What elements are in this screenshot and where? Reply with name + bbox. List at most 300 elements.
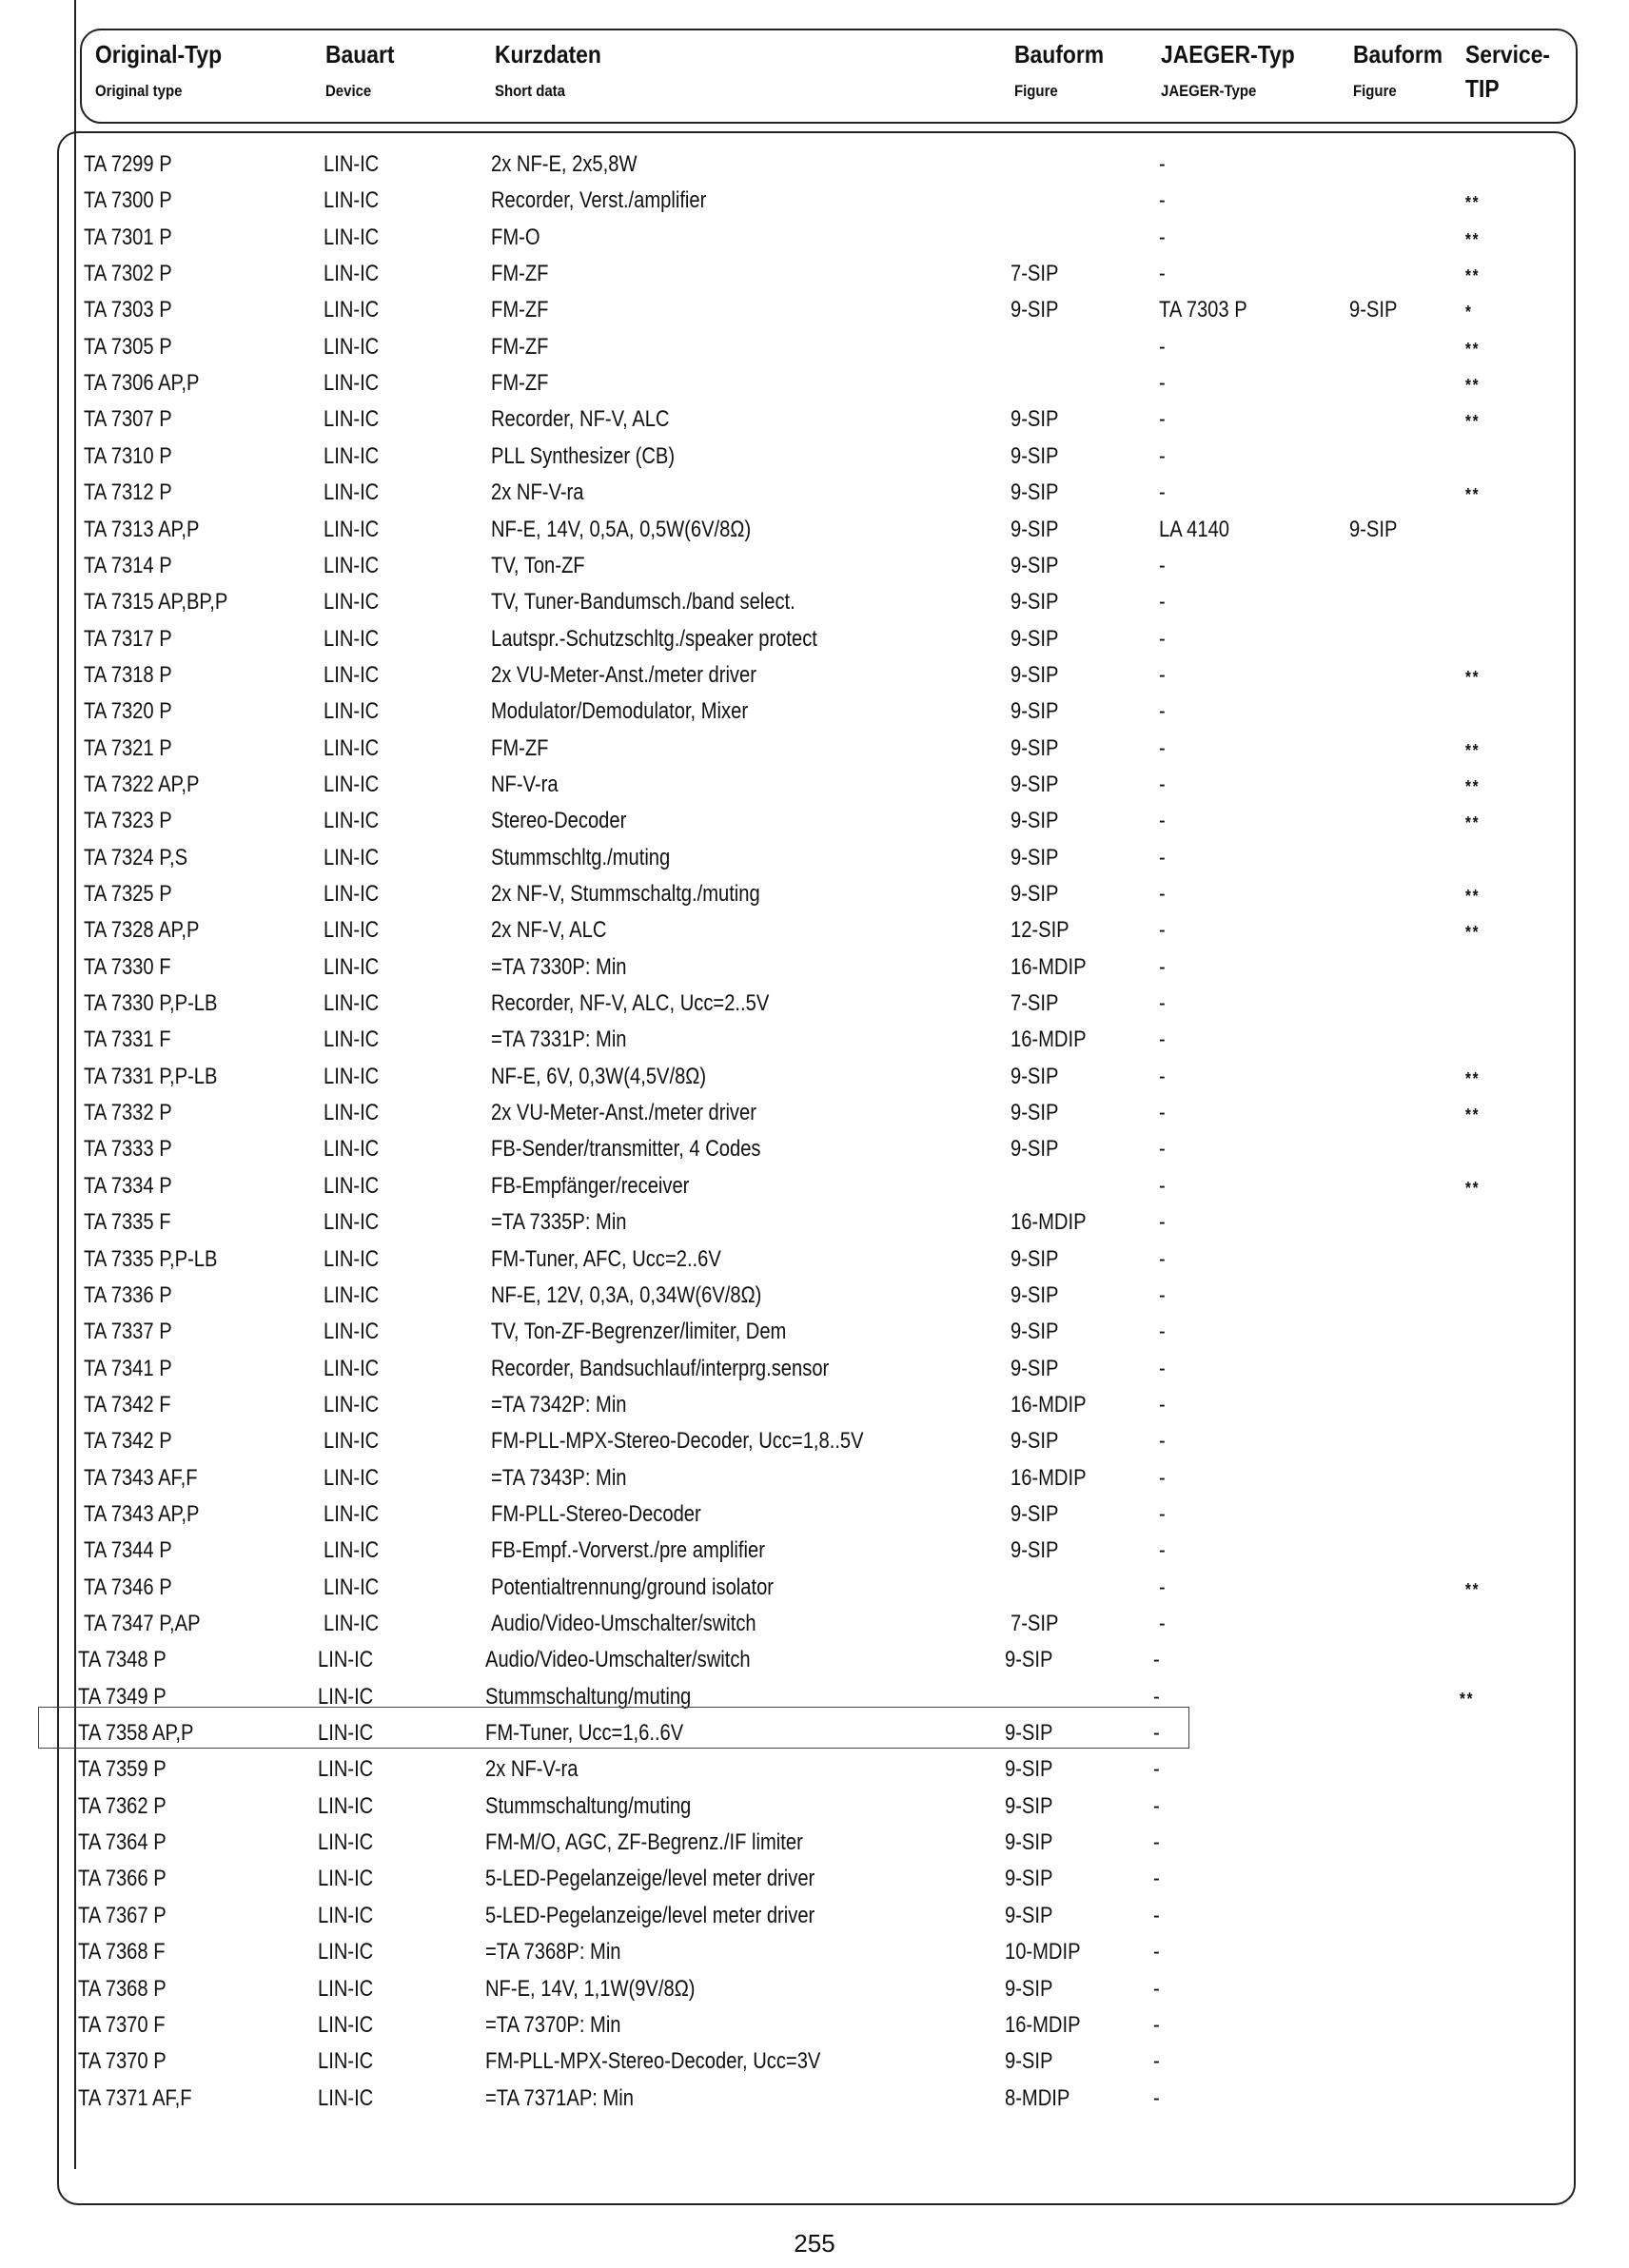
cell-jaeger-type: - [1153,1756,1160,1783]
cell-jaeger-type: - [1153,1683,1160,1710]
cell-short-data: NF-E, 12V, 0,3A, 0,34W(6V/8Ω) [491,1281,762,1308]
cell-jaeger-type: - [1153,1866,1160,1892]
cell-figure: 7-SIP [1011,990,1059,1017]
cell-type: TA 7332 P [84,1100,172,1126]
table-row [0,1497,1629,1534]
cell-short-data: =TA 7343P: Min [491,1464,627,1491]
cell-type: TA 7341 P [84,1355,172,1381]
cell-service-tip: ** [1465,923,1481,943]
cell-figure: 9-SIP [1011,442,1059,469]
cell-type: TA 7312 P [84,479,172,506]
cell-jaeger-type: - [1159,1355,1166,1381]
cell-figure: 9-SIP [1011,881,1059,907]
cell-figure: 9-SIP [1011,1063,1059,1089]
cell-jaeger-type: - [1153,2011,1160,2038]
header-original-type: Original type [95,82,183,100]
cell-figure: 9-SIP [1005,1720,1053,1747]
cell-jaeger-type: - [1159,771,1166,797]
cell-figure: 9-SIP [1011,1319,1059,1345]
cell-device: LIN-IC [324,1464,380,1491]
cell-type: TA 7359 P [78,1756,167,1783]
header-figure: Figure [1014,82,1058,100]
cell-device: LIN-IC [318,1683,374,1710]
cell-short-data: 2x VU-Meter-Anst./meter driver [491,1100,756,1126]
cell-short-data: Modulator/Demodulator, Mixer [491,698,749,725]
table-row [0,257,1629,293]
table-row [0,513,1629,549]
cell-jaeger-type: - [1153,1902,1160,1928]
cell-type: TA 7331 F [84,1026,171,1053]
cell-short-data: 5-LED-Pegelanzeige/level meter driver [485,1902,815,1928]
cell-short-data: NF-E, 6V, 0,3W(4,5V/8Ω) [491,1063,707,1089]
cell-short-data: FM-ZF [491,333,549,360]
cell-type: TA 7370 F [78,2011,166,2038]
cell-jaeger-type: - [1159,333,1166,360]
cell-device: LIN-IC [324,297,380,323]
table-row [0,1571,1629,1607]
cell-device: LIN-IC [318,1720,374,1747]
cell-service-tip: * [1465,303,1473,323]
cell-type: TA 7371 AF,F [78,2084,192,2111]
cell-device: LIN-IC [318,1792,374,1819]
cell-device: LIN-IC [324,224,380,250]
cell-type: TA 7302 P [84,261,172,287]
cell-type: TA 7342 P [84,1428,172,1455]
table-row [0,1607,1629,1643]
table-row [0,950,1629,987]
table-row [0,1534,1629,1570]
cell-short-data: FM-M/O, AGC, ZF-Begrenz./IF limiter [485,1829,803,1856]
cell-figure: 9-SIP [1011,589,1059,616]
table-row [0,694,1629,731]
table-row [0,1060,1629,1096]
cell-type: TA 7334 P [84,1172,172,1199]
cell-service-tip: ** [1465,412,1481,432]
cell-short-data: Lautspr.-Schutzschltg./speaker protect [491,625,817,652]
cell-short-data: FB-Empf.-Vorverst./pre amplifier [491,1537,765,1564]
cell-type: TA 7300 P [84,187,172,214]
header-service: Service- [1465,40,1551,68]
cell-figure: 16-MDIP [1005,2011,1081,2038]
cell-short-data: =TA 7335P: Min [491,1209,627,1236]
cell-device: LIN-IC [318,1829,374,1856]
cell-jaeger-type: - [1159,734,1166,761]
cell-type: TA 7335 F [84,1209,171,1236]
cell-short-data: FM-Tuner, Ucc=1,6..6V [485,1720,684,1747]
header-figure-2: Figure [1353,82,1397,100]
table-row [0,330,1629,366]
header-bauform-2: Bauform [1353,40,1443,68]
cell-type: TA 7318 P [84,661,172,688]
table-row [0,293,1629,329]
cell-type: TA 7330 F [84,953,171,980]
table-row [0,1388,1629,1424]
cell-jaeger-type: - [1159,698,1166,725]
cell-jaeger-type: - [1159,844,1166,870]
table-row [0,841,1629,877]
cell-jaeger-type: - [1159,1391,1166,1418]
cell-jaeger-type: - [1159,625,1166,652]
cell-jaeger-type: LA 4140 [1159,516,1229,542]
cell-device: LIN-IC [324,1209,380,1236]
table-row [0,768,1629,804]
cell-short-data: NF-V-ra [491,771,559,797]
cell-jaeger-type: TA 7303 P [1159,297,1247,323]
cell-type: TA 7317 P [84,625,172,652]
cell-type: TA 7368 P [78,1975,167,2002]
table-row [0,1862,1629,1898]
cell-device: LIN-IC [324,1574,380,1600]
table-row [0,402,1629,439]
cell-jaeger-type: - [1159,1245,1166,1272]
cell-device: LIN-IC [318,1975,374,2002]
cell-service-tip: ** [1465,1579,1481,1599]
cell-service-tip: ** [1465,1068,1481,1088]
cell-jaeger-type: - [1159,1500,1166,1527]
cell-short-data: Stummschaltung/muting [485,1683,692,1710]
cell-jaeger-type: - [1159,1319,1166,1345]
cell-type: TA 7348 P [78,1647,167,1673]
cell-service-tip: ** [1465,485,1481,505]
cell-short-data: Recorder, Verst./amplifier [491,187,707,214]
cell-figure: 7-SIP [1011,261,1059,287]
cell-device: LIN-IC [324,1136,380,1163]
cell-jaeger-type: - [1159,224,1166,250]
cell-short-data: FM-PLL-Stereo-Decoder [491,1500,701,1527]
cell-type: TA 7320 P [84,698,172,725]
cell-short-data: Stummschaltung/muting [485,1792,692,1819]
table-row [0,1643,1629,1679]
cell-type: TA 7333 P [84,1136,172,1163]
cell-device: LIN-IC [324,552,380,578]
cell-short-data: FM-O [491,224,540,250]
cell-jaeger-type: - [1159,1063,1166,1089]
table-row [0,732,1629,768]
cell-figure: 9-SIP [1011,1537,1059,1564]
cell-jaeger-type: - [1159,1100,1166,1126]
cell-jaeger-type: - [1159,1574,1166,1600]
header-device: Device [325,82,372,100]
cell-type: TA 7321 P [84,734,172,761]
table-row [0,1461,1629,1497]
cell-device: LIN-IC [324,844,380,870]
cell-type: TA 7330 P,P-LB [84,990,218,1017]
table-row [0,913,1629,949]
cell-type: TA 7310 P [84,442,172,469]
cell-device: LIN-IC [324,1026,380,1053]
cell-device: LIN-IC [318,1647,374,1673]
cell-device: LIN-IC [318,2011,374,2038]
cell-short-data: Audio/Video-Umschalter/switch [485,1647,751,1673]
cell-jaeger-type: - [1153,1975,1160,2002]
header-kurzdaten: Kurzdaten [495,40,601,68]
cell-jaeger-type: - [1159,1537,1166,1564]
header-tip: TIP [1465,74,1500,103]
table-row [0,1315,1629,1351]
cell-jaeger-figure: 9-SIP [1349,297,1398,323]
cell-service-tip: ** [1465,229,1481,249]
cell-device: LIN-IC [324,1172,380,1199]
cell-short-data: 5-LED-Pegelanzeige/level meter driver [485,1866,815,1892]
header-jaeger-type: JAEGER-Type [1161,82,1257,100]
cell-figure: 9-SIP [1005,1756,1053,1783]
cell-type: TA 7328 AP,P [84,917,200,944]
table-row [0,2082,1629,2118]
cell-type: TA 7362 P [78,1792,167,1819]
cell-jaeger-type: - [1153,1647,1160,1673]
cell-type: TA 7370 P [78,2048,167,2075]
cell-short-data: =TA 7368P: Min [485,1939,621,1965]
cell-figure: 16-MDIP [1011,1464,1087,1491]
table-row [0,1279,1629,1315]
cell-device: LIN-IC [324,953,380,980]
table-row [0,1242,1629,1279]
cell-figure: 9-SIP [1011,698,1059,725]
cell-type: TA 7347 P,AP [84,1611,201,1636]
cell-service-tip: ** [1465,887,1481,906]
cell-type: TA 7343 AP,P [84,1500,200,1527]
cell-figure: 9-SIP [1011,771,1059,797]
cell-figure: 9-SIP [1005,1829,1053,1856]
cell-figure: 16-MDIP [1011,1391,1087,1418]
cell-short-data: TV, Tuner-Bandumsch./band select. [491,589,795,616]
cell-figure: 9-SIP [1005,1902,1053,1928]
cell-device: LIN-IC [324,442,380,469]
cell-service-tip: ** [1465,376,1481,396]
cell-jaeger-type: - [1159,187,1166,214]
cell-device: LIN-IC [324,261,380,287]
table-row [0,2044,1629,2081]
table-row [0,440,1629,476]
table-row [0,366,1629,402]
cell-type: TA 7322 AP,P [84,771,200,797]
header-bauform: Bauform [1014,40,1105,68]
table-row [0,1205,1629,1242]
cell-figure: 9-SIP [1011,661,1059,688]
table-row [0,1789,1629,1826]
cell-short-data: 2x VU-Meter-Anst./meter driver [491,661,756,688]
cell-figure: 9-SIP [1011,479,1059,506]
cell-short-data: FM-ZF [491,370,549,397]
cell-short-data: 2x NF-V, ALC [491,917,607,944]
cell-jaeger-type: - [1153,1720,1160,1747]
cell-figure: 9-SIP [1005,1975,1053,2002]
cell-device: LIN-IC [324,698,380,725]
cell-type: TA 7303 P [84,297,172,323]
table-row [0,1972,1629,2008]
cell-figure: 9-SIP [1011,625,1059,652]
cell-device: LIN-IC [318,1902,374,1928]
cell-service-tip: ** [1465,776,1481,796]
cell-figure: 16-MDIP [1011,953,1087,980]
cell-device: LIN-IC [324,1281,380,1308]
cell-device: LIN-IC [318,2084,374,2111]
cell-short-data: 2x NF-E, 2x5,8W [491,151,638,177]
cell-device: LIN-IC [324,1537,380,1564]
cell-short-data: FM-ZF [491,734,549,761]
table-row [0,1096,1629,1132]
cell-device: LIN-IC [324,625,380,652]
cell-figure: 8-MDIP [1005,2084,1070,2111]
cell-short-data: Potentialtrennung/ground isolator [491,1574,775,1600]
cell-figure: 10-MDIP [1005,1939,1081,1965]
cell-service-tip: ** [1465,193,1481,213]
cell-short-data: =TA 7330P: Min [491,953,627,980]
cell-figure: 9-SIP [1011,1355,1059,1381]
cell-figure: 7-SIP [1011,1611,1059,1636]
cell-short-data: 2x NF-V-ra [491,479,584,506]
table-row [0,1424,1629,1460]
cell-type: TA 7343 AF,F [84,1464,198,1491]
cell-short-data: FM-ZF [491,261,549,287]
table-row [0,1023,1629,1059]
table-row [0,658,1629,694]
cell-device: LIN-IC [318,1939,374,1965]
cell-short-data: Audio/Video-Umschalter/switch [491,1611,756,1636]
cell-device: LIN-IC [324,1245,380,1272]
cell-type: TA 7301 P [84,224,172,250]
cell-service-tip: ** [1465,1105,1481,1125]
cell-type: TA 7324 P,S [84,844,188,870]
cell-jaeger-type: - [1159,917,1166,944]
cell-jaeger-type: - [1159,442,1166,469]
cell-figure: 9-SIP [1005,2048,1053,2075]
cell-figure: 9-SIP [1005,1647,1053,1673]
cell-short-data: =TA 7331P: Min [491,1026,627,1053]
table-row [0,147,1629,184]
cell-jaeger-type: - [1159,1136,1166,1163]
cell-device: LIN-IC [324,917,380,944]
table-row [0,2008,1629,2044]
header-original-typ: Original-Typ [95,40,223,68]
cell-short-data: 2x NF-V, Stummschaltg./muting [491,881,760,907]
cell-device: LIN-IC [324,1611,380,1636]
cell-type: TA 7342 F [84,1391,171,1418]
cell-jaeger-type: - [1159,953,1166,980]
cell-figure: 9-SIP [1011,552,1059,578]
cell-jaeger-type: - [1159,881,1166,907]
page-number: 255 [794,2229,835,2258]
cell-type: TA 7368 F [78,1939,166,1965]
cell-jaeger-figure: 9-SIP [1349,516,1398,542]
cell-type: TA 7366 P [78,1866,167,1892]
cell-jaeger-type: - [1159,406,1166,433]
table-row [0,1352,1629,1388]
cell-short-data: Recorder, NF-V, ALC [491,406,670,433]
cell-short-data: =TA 7371AP: Min [485,2084,634,2111]
cell-device: LIN-IC [324,734,380,761]
cell-jaeger-type: - [1153,2048,1160,2075]
cell-figure: 9-SIP [1011,297,1059,323]
cell-short-data: =TA 7370P: Min [485,2011,621,2038]
cell-device: LIN-IC [318,2048,374,2075]
cell-short-data: FB-Sender/transmitter, 4 Codes [491,1136,761,1163]
cell-device: LIN-IC [324,1100,380,1126]
cell-service-tip: ** [1465,740,1481,760]
cell-service-tip: ** [1465,813,1481,833]
cell-figure: 9-SIP [1011,1500,1059,1527]
cell-figure: 12-SIP [1011,917,1070,944]
cell-jaeger-type: - [1159,661,1166,688]
cell-device: LIN-IC [318,1866,374,1892]
cell-figure: 9-SIP [1011,1428,1059,1455]
cell-short-data: FM-Tuner, AFC, Ucc=2..6V [491,1245,721,1272]
cell-type: TA 7323 P [84,808,172,834]
cell-figure: 9-SIP [1011,808,1059,834]
cell-device: LIN-IC [324,151,380,177]
cell-type: TA 7315 AP,BP,P [84,589,228,616]
header-jaeger-typ: JAEGER-Typ [1161,40,1295,68]
cell-short-data: FB-Empfänger/receiver [491,1172,690,1199]
cell-short-data: Recorder, Bandsuchlauf/interprg.sensor [491,1355,830,1381]
cell-device: LIN-IC [324,370,380,397]
cell-device: LIN-IC [324,881,380,907]
cell-figure: 9-SIP [1005,1866,1053,1892]
table-row [0,1826,1629,1862]
cell-device: LIN-IC [324,589,380,616]
cell-jaeger-type: - [1159,370,1166,397]
cell-jaeger-type: - [1153,2084,1160,2111]
cell-type: TA 7305 P [84,333,172,360]
table-row [0,987,1629,1023]
cell-jaeger-type: - [1153,1792,1160,1819]
cell-service-tip: ** [1465,339,1481,359]
cell-device: LIN-IC [324,187,380,214]
cell-type: TA 7307 P [84,406,172,433]
cell-short-data: 2x NF-V-ra [485,1756,579,1783]
cell-short-data: PLL Synthesizer (CB) [491,442,676,469]
cell-figure: 9-SIP [1011,406,1059,433]
cell-type: TA 7299 P [84,151,172,177]
cell-type: TA 7306 AP,P [84,370,200,397]
cell-jaeger-type: - [1153,1829,1160,1856]
cell-short-data: NF-E, 14V, 1,1W(9V/8Ω) [485,1975,696,2002]
header-bauart: Bauart [325,40,395,68]
cell-jaeger-type: - [1159,1464,1166,1491]
cell-type: TA 7358 AP,P [78,1720,194,1747]
table-row [0,622,1629,658]
cell-type: TA 7336 P [84,1281,172,1308]
cell-type: TA 7331 P,P-LB [84,1063,218,1089]
cell-device: LIN-IC [318,1756,374,1783]
table-row [0,549,1629,585]
cell-device: LIN-IC [324,479,380,506]
cell-device: LIN-IC [324,771,380,797]
cell-short-data: FM-PLL-MPX-Stereo-Decoder, Ucc=1,8..5V [491,1428,864,1455]
table-row [0,1132,1629,1168]
cell-figure: 9-SIP [1011,1100,1059,1126]
cell-figure: 16-MDIP [1011,1209,1087,1236]
cell-short-data: FM-PLL-MPX-Stereo-Decoder, Ucc=3V [485,2048,821,2075]
cell-type: TA 7346 P [84,1574,172,1600]
highlight-box [38,1707,1189,1749]
table-row [0,1169,1629,1205]
cell-device: LIN-IC [324,516,380,542]
cell-type: TA 7335 P,P-LB [84,1245,218,1272]
cell-device: LIN-IC [324,1391,380,1418]
cell-device: LIN-IC [324,808,380,834]
cell-figure: 9-SIP [1011,734,1059,761]
cell-short-data: Stereo-Decoder [491,808,627,834]
cell-jaeger-type: - [1159,1026,1166,1053]
cell-type: TA 7337 P [84,1319,172,1345]
cell-jaeger-type: - [1159,808,1166,834]
cell-short-data: Recorder, NF-V, ALC, Ucc=2..5V [491,990,770,1017]
cell-device: LIN-IC [324,661,380,688]
table-row [0,877,1629,913]
cell-figure: 16-MDIP [1011,1026,1087,1053]
cell-figure: 9-SIP [1005,1792,1053,1819]
